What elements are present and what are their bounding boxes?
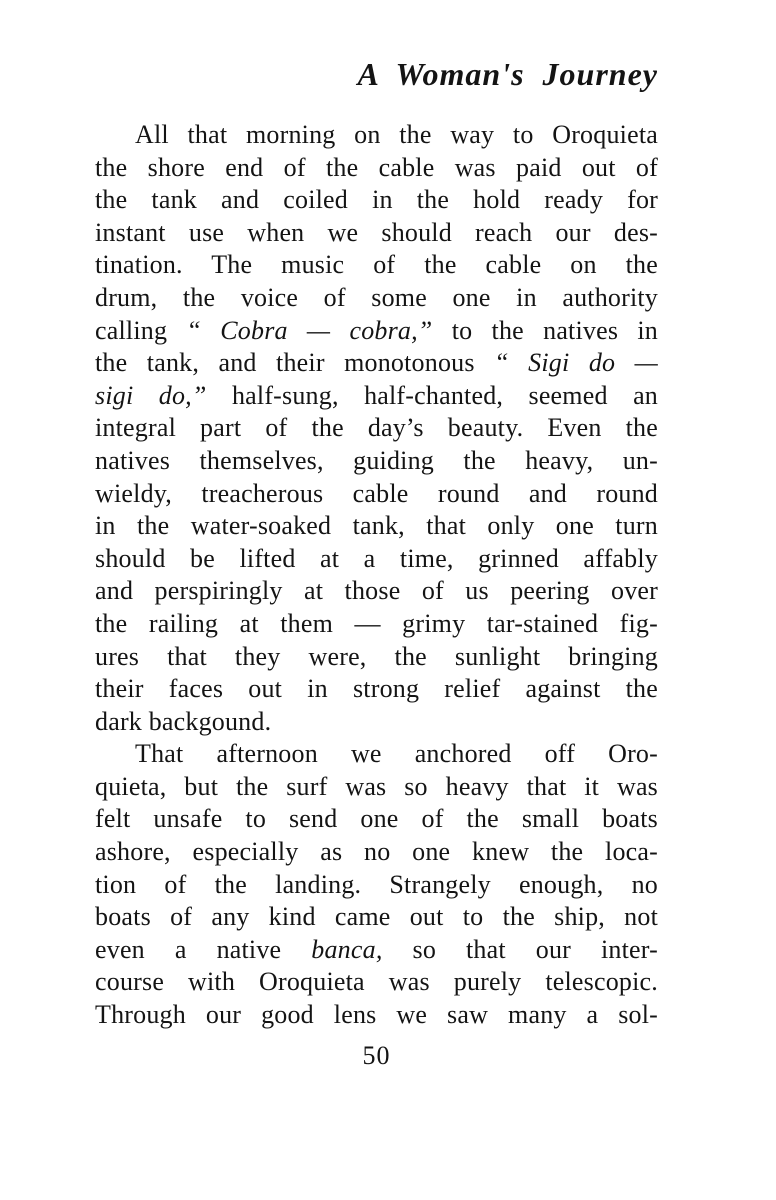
text-segment: boats of any kind came out to the ship, not: [95, 902, 658, 932]
text-segment: the tank, and their monotonous: [95, 348, 495, 378]
text-line: [95, 706, 658, 739]
page-number: 50: [362, 1041, 391, 1070]
text-line: [95, 771, 658, 804]
text-line: [95, 347, 658, 380]
text-segment: integral part of the day’s beauty. Even the: [95, 413, 658, 443]
text-line: [95, 869, 658, 902]
text-segment: so that our inter-: [382, 934, 658, 964]
text-line: [95, 152, 658, 185]
text-segment: the tank and coiled in the hold ready for: [95, 185, 658, 215]
text-segment: felt unsafe to send one of the small boats: [95, 804, 658, 834]
text-segment: calling: [95, 315, 187, 345]
text-segment: their faces out in strong relief against the: [95, 674, 658, 704]
text-line: [95, 184, 658, 217]
text-line: [95, 803, 658, 836]
text-segment: Through our good lens we saw many a sol-: [95, 1000, 658, 1030]
text-line: [95, 673, 658, 706]
text-line: [95, 282, 658, 315]
text-segment: to the natives in: [432, 315, 658, 345]
running-header: A Woman's Journey: [357, 56, 658, 92]
text-line: [95, 543, 658, 576]
text-line: [95, 380, 658, 413]
italic-text-segment: “ Cobra — cobra,”: [186, 315, 433, 345]
text-segment: course with Oroquieta was purely telescopic.: [95, 967, 658, 997]
text-line: [95, 738, 658, 771]
text-segment: drum, the voice of some one in authority: [95, 282, 658, 312]
text-segment: wieldy, treacherous cable round and round: [95, 478, 658, 508]
text-line: [95, 478, 658, 511]
text-line: [95, 608, 658, 641]
text-line: [95, 575, 658, 608]
text-segment: the railing at them — grimy tar-stained fig-: [95, 608, 658, 638]
text-line: [95, 966, 658, 999]
text-segment: All that morning on the way to Oroquieta: [135, 120, 658, 149]
text-segment: should be lifted at a time, grinned affably: [95, 543, 658, 573]
text-segment: ashore, especially as no one knew the loca-: [95, 837, 658, 867]
text-segment: That afternoon we anchored off Oro-: [135, 739, 658, 769]
text-segment: and perspiringly at those of us peering over: [95, 576, 658, 606]
text-line: [95, 445, 658, 478]
text-line: [95, 836, 658, 869]
text-line: [95, 249, 658, 282]
italic-text-segment: sigi do,”: [95, 380, 207, 410]
text-line: [95, 119, 658, 152]
text-block: [95, 119, 658, 1032]
text-segment: in the water-soaked tank, that only one turn: [95, 511, 658, 541]
text-line: [95, 510, 658, 543]
text-line: [95, 641, 658, 674]
text-segment: tination. The music of the cable on the: [95, 250, 658, 280]
text-line: [95, 999, 658, 1032]
italic-text-segment: “ Sigi do —: [494, 348, 658, 378]
text-segment: quieta, but the surf was so heavy that it was: [95, 771, 658, 801]
text-line: [95, 901, 658, 934]
text-segment: ures that they were, the sunlight bringing: [95, 641, 658, 671]
text-segment: dark backgound.: [95, 706, 272, 736]
text-line: [95, 217, 658, 250]
italic-text-segment: banca,: [311, 934, 383, 964]
text-line: [95, 315, 658, 348]
text-segment: instant use when we should reach our des-: [95, 217, 658, 247]
text-segment: even a native: [95, 934, 312, 964]
text-segment: tion of the landing. Strangely enough, no: [95, 869, 658, 899]
text-segment: the shore end of the cable was paid out of: [95, 152, 658, 182]
text-segment: half-sung, half-chanted, seemed an: [206, 380, 659, 410]
text-line: [95, 934, 658, 967]
text-segment: natives themselves, guiding the heavy, un-: [95, 445, 658, 475]
text-line: [95, 412, 658, 445]
